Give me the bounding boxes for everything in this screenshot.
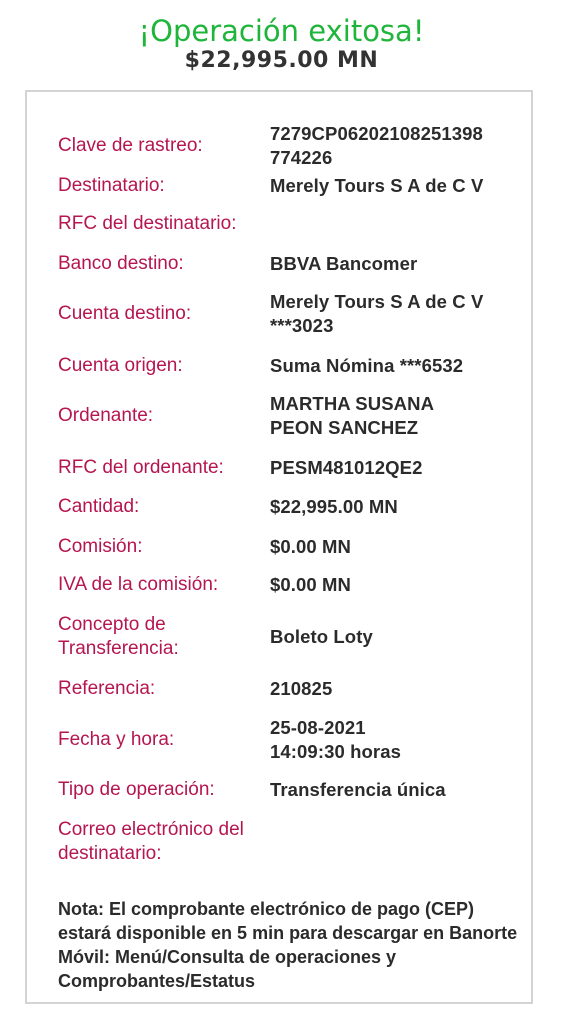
page-title: ¡Operación exitosa! [138,14,425,48]
detail-label-line: Fecha y hora: [58,729,175,750]
detail-value-line: ***3023 [270,315,334,336]
transfer-amount: $22,995.00 MN [184,48,379,73]
detail-label-line: destinatario: [58,843,162,864]
detail-row [27,573,531,607]
detail-value [270,495,520,519]
detail-value [270,252,520,276]
detail-value-line: $22,995.00 MN [270,496,398,517]
detail-row [27,495,531,529]
detail-label-line: Tipo de operación: [58,779,215,800]
detail-label [58,134,263,158]
detail-label-line: Ordenante: [58,405,154,426]
detail-row [27,716,531,764]
detail-value [270,290,520,338]
detail-value [270,625,520,649]
detail-row [27,778,531,812]
detail-value-line: Suma Nómina ***6532 [270,355,464,376]
detail-value-line: $0.00 MN [270,536,352,557]
detail-label-line: Referencia: [58,678,156,699]
detail-value-line: Merely Tours S A de C V [270,291,484,312]
detail-value [270,573,520,597]
detail-label-line: Destinatario: [58,175,165,196]
detail-label-line: Cuenta origen: [58,355,183,376]
detail-label [58,212,263,236]
detail-label-line: Concepto de [58,614,166,635]
detail-row [27,613,531,661]
detail-value-line: $0.00 MN [270,574,352,595]
detail-value [270,174,520,198]
detail-value [270,456,520,480]
detail-label-line: Transferencia: [58,638,179,659]
detail-value [270,535,520,559]
detail-label-line: RFC del destinatario: [58,213,237,234]
detail-value [270,716,520,764]
receipt-card [25,90,533,1004]
detail-label [58,728,263,752]
header [0,0,563,74]
detail-row [27,252,531,286]
detail-row [27,677,531,711]
detail-label-line: Correo electrónico del [58,819,244,840]
detail-value-line: Merely Tours S A de C V [270,175,484,196]
cep-note: Nota: El comprobante electrónico de pago (CEP) estará disponible en 5 min para descargar en Banorte Móvil: Menú/Consulta de operaciones y Comprobantes/Estatus [58,899,518,991]
detail-row [27,456,531,490]
detail-label [58,302,263,326]
detail-label-line: Cantidad: [58,496,140,517]
detail-label-line: IVA de la comisión: [58,574,219,595]
detail-value-line: 7279CP06202108251398 [270,123,483,144]
detail-label [58,354,263,378]
detail-value-line: 774226 [270,147,333,168]
detail-label [58,535,263,559]
detail-value [270,122,520,170]
detail-value-line: 25-08-2021 [270,717,366,738]
detail-value-line: Transferencia única [270,779,446,800]
detail-label [58,404,263,428]
detail-row [27,354,531,388]
detail-value [270,354,520,378]
detail-row [27,122,531,170]
detail-row [27,290,531,338]
detail-value-line: PEON SANCHEZ [270,417,419,438]
detail-row [27,818,531,866]
detail-value-line: MARTHA SUSANA [270,393,435,414]
detail-value [270,392,520,440]
detail-label [58,174,263,198]
detail-label [58,495,263,519]
detail-value-line: Boleto Loty [270,626,373,647]
detail-label-line: Clave de rastreo: [58,135,203,156]
detail-row [27,535,531,569]
detail-row [27,174,531,208]
detail-label-line: RFC del ordenante: [58,457,224,478]
detail-label [58,778,263,802]
detail-label-line: Cuenta destino: [58,303,192,324]
detail-label [58,677,263,701]
detail-label [58,456,263,480]
detail-label [58,818,263,866]
detail-label-line: Comisión: [58,536,143,557]
detail-label [58,613,263,661]
detail-row [27,212,531,246]
detail-row [27,392,531,440]
detail-label [58,573,263,597]
detail-value [270,677,520,701]
detail-value-line: BBVA Bancomer [270,253,418,274]
detail-value-line: 210825 [270,678,333,699]
detail-value-line: PESM481012QE2 [270,457,423,478]
detail-value-line: 14:09:30 horas [270,741,401,762]
detail-label-line: Banco destino: [58,253,184,274]
detail-value [270,778,520,802]
detail-label [58,252,263,276]
